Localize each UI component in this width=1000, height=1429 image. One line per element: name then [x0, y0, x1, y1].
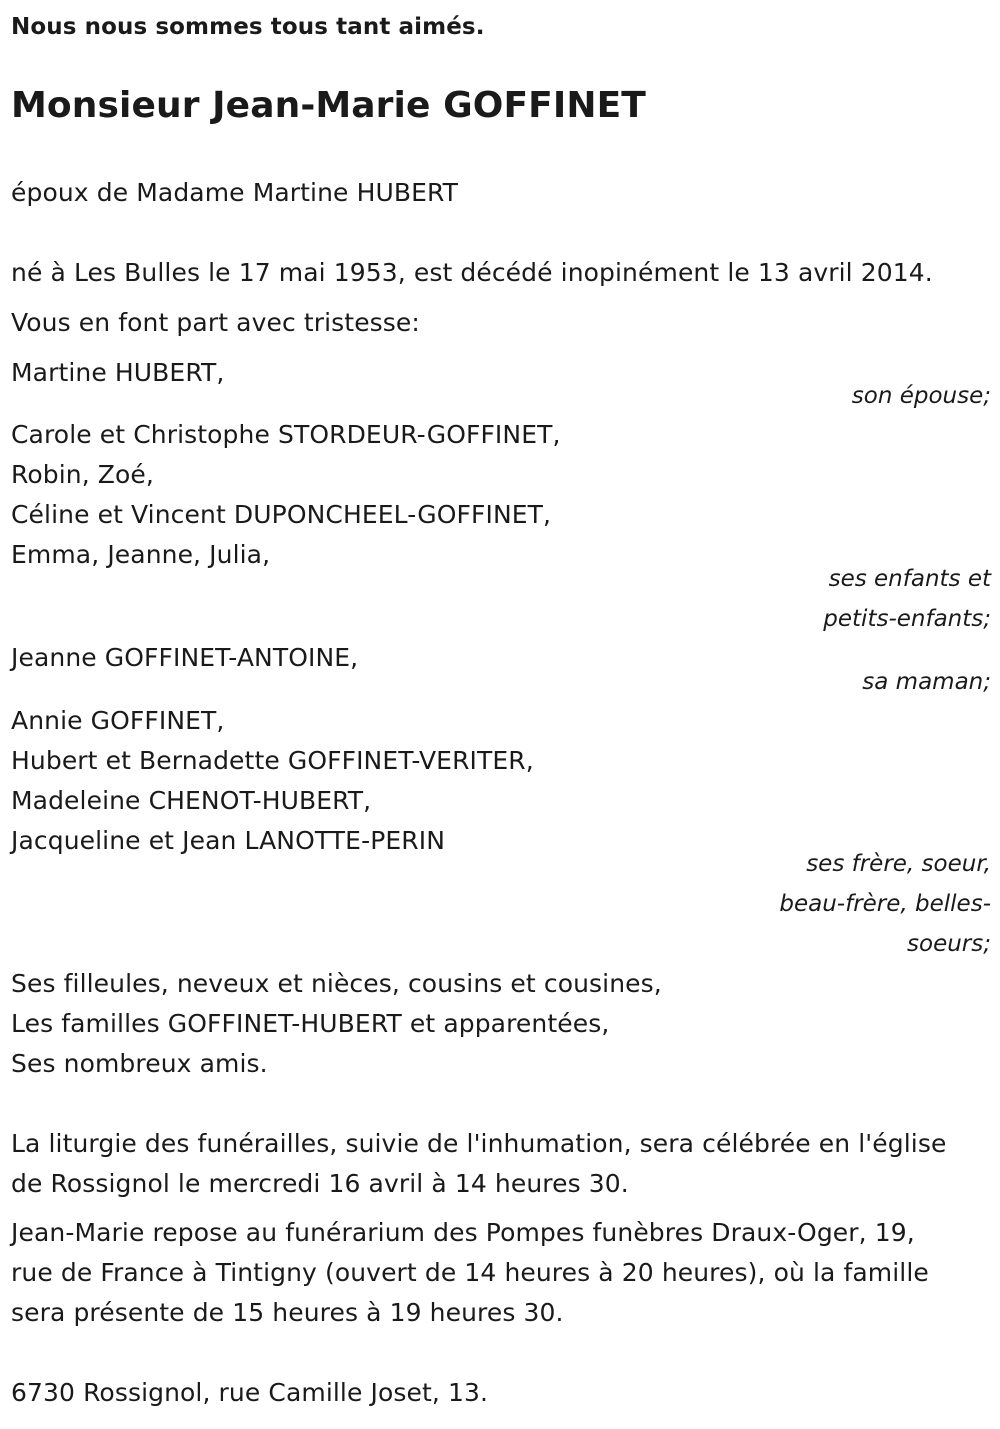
motto: Nous nous sommes tous tant aimés.	[11, 14, 485, 40]
deceased-name: Monsieur Jean-Marie GOFFINET	[11, 85, 646, 126]
family-role-line: ses frère, soeur,	[806, 851, 991, 877]
others-line: Les familles GOFFINET-HUBERT et apparentées,	[11, 1009, 610, 1038]
family-role-line: soeurs;	[907, 931, 991, 957]
obituary-notice	[11, 0, 991, 1429]
family-name-line: Jacqueline et Jean LANOTTE-PERIN	[11, 826, 446, 855]
family-role-line: son épouse;	[851, 383, 991, 409]
family-role-line: petits-enfants;	[823, 606, 991, 632]
family-name-line: Jeanne GOFFINET-ANTOINE,	[11, 643, 359, 672]
family-name-line: Martine HUBERT,	[11, 358, 225, 387]
family-name-line: Hubert et Bernadette GOFFINET-VERITER,	[11, 746, 534, 775]
others-line: Ses nombreux amis.	[11, 1049, 268, 1078]
spouse-line: époux de Madame Martine HUBERT	[11, 178, 459, 207]
funeral-home-line: rue de France à Tintigny (ouvert de 14 heures à 20 heures), où la famille	[11, 1258, 929, 1287]
funeral-home-line: Jean-Marie repose au funérarium des Pompes funèbres Draux-Oger, 19,	[11, 1218, 915, 1247]
address-line: 6730 Rossignol, rue Camille Joset, 13.	[11, 1378, 489, 1407]
family-name-line: Annie GOFFINET,	[11, 706, 225, 735]
ceremony-line: La liturgie des funérailles, suivie de l'inhumation, sera célébrée en l'église	[11, 1129, 947, 1158]
family-name-line: Céline et Vincent DUPONCHEEL-GOFFINET,	[11, 500, 552, 529]
announcement-intro: Vous en font part avec tristesse:	[11, 308, 420, 337]
others-line: Ses filleules, neveux et nièces, cousins et cousines,	[11, 969, 662, 998]
family-role-line: beau-frère, belles-	[779, 891, 991, 917]
birth-death-line: né à Les Bulles le 17 mai 1953, est décédé inopinément le 13 avril 2014.	[11, 258, 933, 287]
family-role-line: sa maman;	[862, 669, 991, 695]
family-name-line: Madeleine CHENOT-HUBERT,	[11, 786, 372, 815]
family-name-line: Emma, Jeanne, Julia,	[11, 540, 271, 569]
ceremony-line: de Rossignol le mercredi 16 avril à 14 heures 30.	[11, 1169, 629, 1198]
funeral-home-line: sera présente de 15 heures à 19 heures 30.	[11, 1298, 564, 1327]
family-name-line: Robin, Zoé,	[11, 460, 154, 489]
family-name-line: Carole et Christophe STORDEUR-GOFFINET,	[11, 420, 561, 449]
family-role-line: ses enfants et	[828, 566, 991, 592]
